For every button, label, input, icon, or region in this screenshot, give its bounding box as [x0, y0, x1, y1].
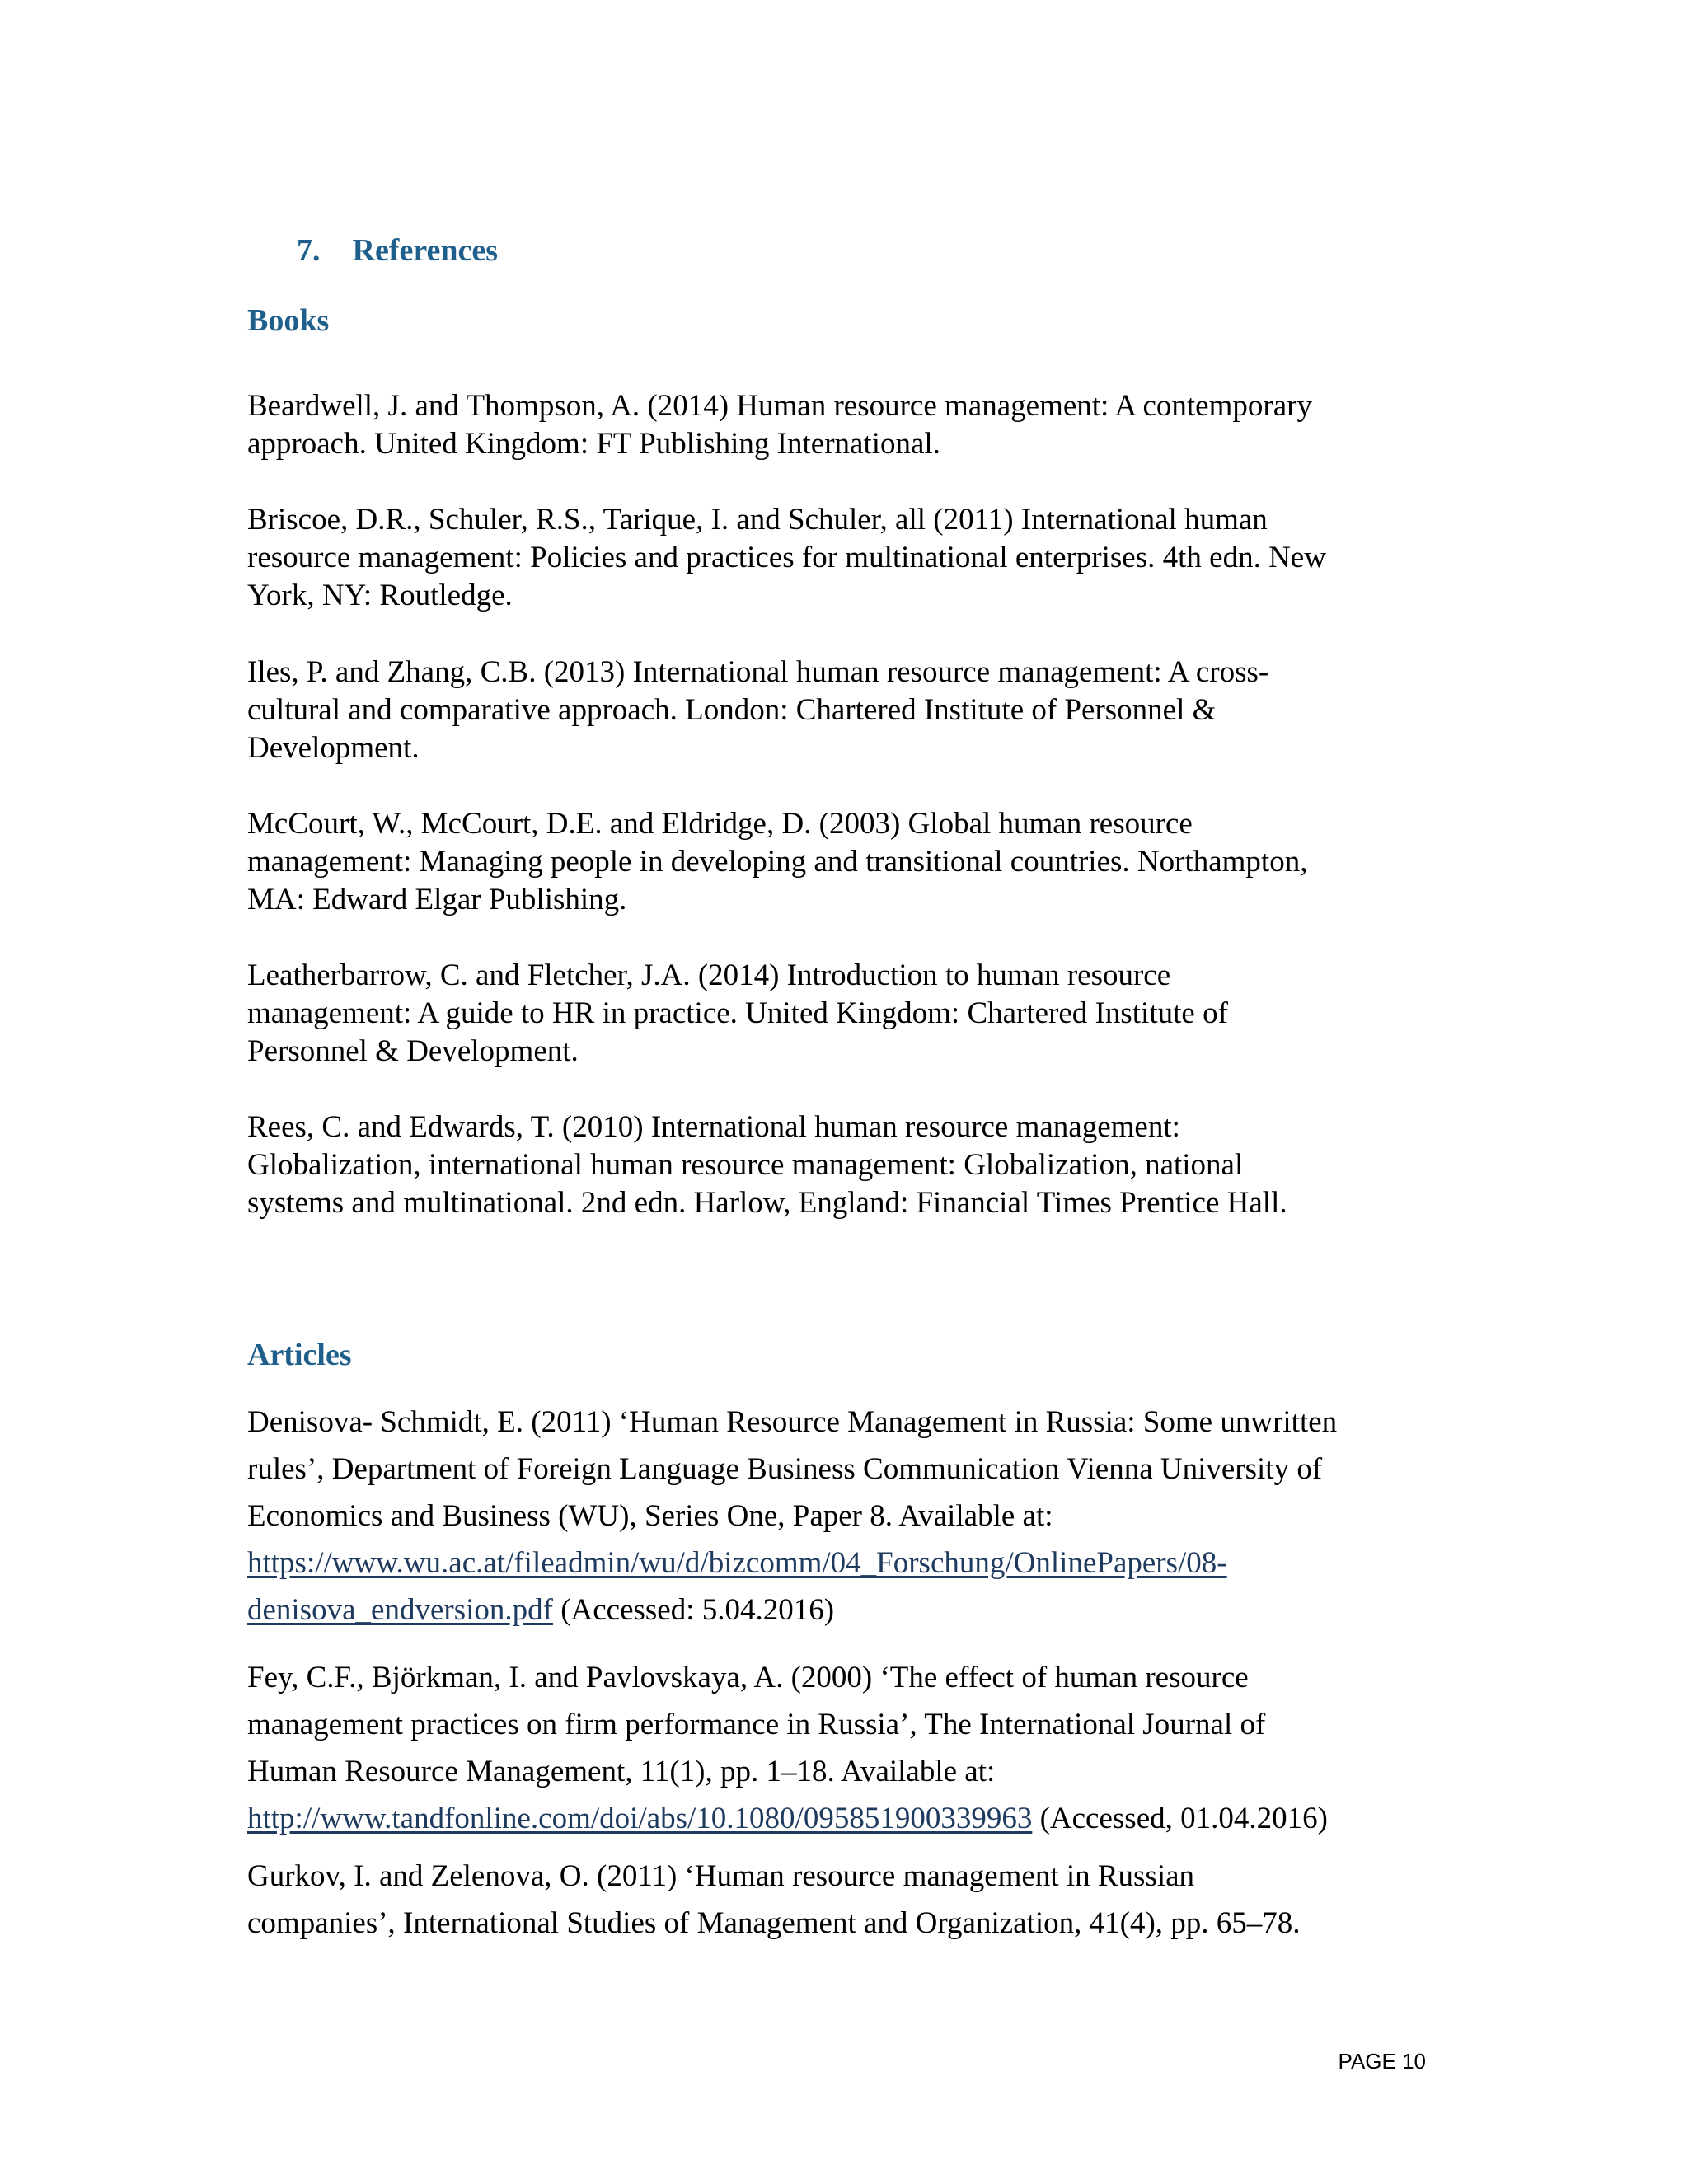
article-reference [247, 1399, 1426, 1633]
reference-line: Beardwell, J. and Thompson, A. (2014) Human resource management: A contemporary [247, 389, 1312, 423]
reference-line: Gurkov, I. and Zelenova, O. (2011) ‘Human resource management in Russian [247, 1859, 1195, 1893]
accessed-date: (Accessed: 5.04.2016) [552, 1593, 835, 1627]
reference-line [247, 1586, 1426, 1633]
reference-url-link[interactable]: http://www.tandfonline.com/doi/abs/10.1080/095851900339963 [247, 1802, 1033, 1835]
articles-heading: Articles [247, 1338, 352, 1372]
reference-line: companies’, International Studies of Management and Organization, 41(4), pp. 65–78. [247, 1906, 1301, 1940]
section-number: 7. [297, 233, 321, 268]
article-reference [247, 1853, 1426, 1947]
document-page [247, 0, 1426, 2184]
reference-line: cultural and comparative approach. London: Chartered Institute of Personnel & [247, 693, 1217, 727]
reference-line: MA: Edward Elgar Publishing. [247, 883, 627, 916]
accessed-date: (Accessed, 01.04.2016) [1032, 1802, 1328, 1835]
reference-line: Iles, P. and Zhang, C.B. (2013) International human resource management: A cross- [247, 655, 1269, 689]
reference-line: York, NY: Routledge. [247, 579, 513, 612]
book-reference [247, 957, 1426, 1071]
references-section-heading [297, 232, 498, 269]
reference-line [247, 1540, 1426, 1586]
reference-line: Human Resource Management, 11(1), pp. 1–18. Available at: [247, 1755, 996, 1788]
reference-line: Personnel & Development. [247, 1034, 579, 1068]
reference-line: management: A guide to HR in practice. United Kingdom: Chartered Institute of [247, 996, 1228, 1030]
reference-line: Globalization, international human resource management: Globalization, national [247, 1148, 1244, 1182]
book-reference [247, 654, 1426, 767]
section-title: References [352, 233, 499, 268]
book-reference [247, 1108, 1426, 1222]
book-reference [247, 805, 1426, 919]
reference-line: rules’, Department of Foreign Language Business Communication Vienna University of [247, 1452, 1323, 1486]
reference-line [247, 1795, 1426, 1842]
reference-line: management: Managing people in developing and transitional countries. Northampton, [247, 845, 1308, 879]
books-heading: Books [247, 303, 330, 338]
reference-line: Briscoe, D.R., Schuler, R.S., Tarique, I. and Schuler, all (2011) International human [247, 503, 1268, 537]
reference-line: management practices on firm performance in Russia’, The International Journal of [247, 1708, 1266, 1741]
reference-line: Development. [247, 731, 420, 765]
page-number: PAGE 10 [1338, 2049, 1426, 2074]
book-reference [247, 387, 1426, 463]
article-reference [247, 1654, 1426, 1842]
reference-line: Economics and Business (WU), Series One, Paper 8. Available at: [247, 1499, 1053, 1533]
reference-line: Fey, C.F., Björkman, I. and Pavlovskaya, A. (2000) ‘The effect of human resource [247, 1661, 1249, 1694]
reference-line: resource management: Policies and practices for multinational enterprises. 4th edn. New [247, 541, 1326, 574]
reference-line: Rees, C. and Edwards, T. (2010) International human resource management: [247, 1110, 1180, 1144]
book-reference [247, 501, 1426, 615]
reference-line: McCourt, W., McCourt, D.E. and Eldridge, D. (2003) Global human resource [247, 807, 1193, 841]
reference-line: approach. United Kingdom: FT Publishing International. [247, 427, 940, 461]
reference-line: Leatherbarrow, C. and Fletcher, J.A. (2014) Introduction to human resource [247, 958, 1171, 992]
reference-line: systems and multinational. 2nd edn. Harlow, England: Financial Times Prentice Hall. [247, 1186, 1287, 1220]
reference-url-link[interactable]: https://www.wu.ac.at/fileadmin/wu/d/bizcomm/04_Forschung/OnlinePapers/08- [247, 1546, 1227, 1580]
reference-line: Denisova- Schmidt, E. (2011) ‘Human Resource Management in Russia: Some unwritten [247, 1405, 1338, 1439]
reference-url-link[interactable]: denisova_endversion.pdf [247, 1593, 553, 1627]
